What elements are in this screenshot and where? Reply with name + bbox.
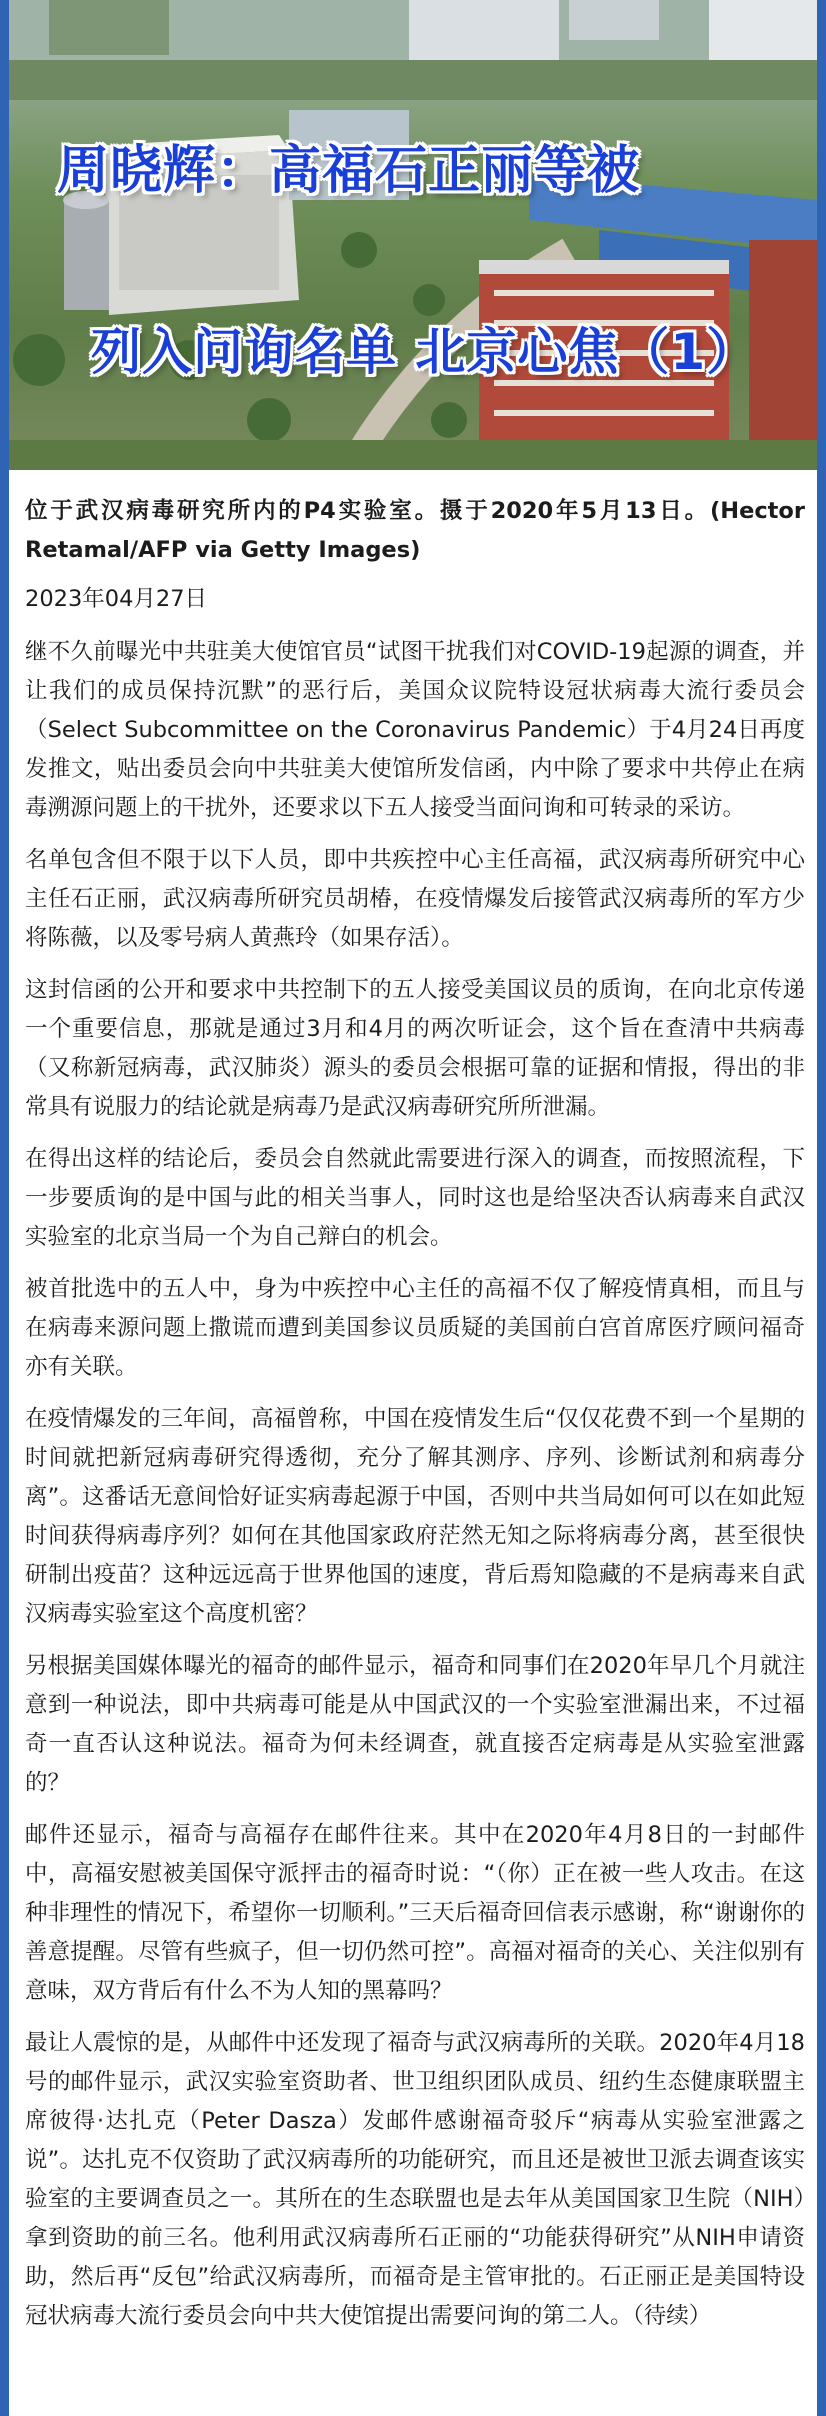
hero-title-line-1: 周晓辉：高福石正丽等被 bbox=[57, 141, 641, 201]
article-paragraph: 邮件还显示，福奇与高福存在邮件往来。其中在2020年4月8日的一封邮件中，高福安慰被美国保守派抨击的福奇时说：“（你）正在被一些人攻击。在这种非理性的情况下，希望你一切顺利。”三天后福奇回信表示感谢，称“谢谢你的善意提醒。尽管有些疯子，但一切仍然可控”。高福对福奇的关心、关注似别有意味，双方背后有什么不为人知的黑幕吗？ bbox=[25, 1822, 805, 2004]
article-paragraph: 另根据美国媒体曝光的福奇的邮件显示，福奇和同事们在2020年早几个月就注意到一种说法，即中共病毒可能是从中国武汉的一个实验室泄漏出来，不过福奇一直否认这种说法。福奇为何未经调查，就直接否定病毒是从实验室泄露的？ bbox=[25, 1653, 805, 1796]
publish-date: 2023年04月27日 bbox=[25, 586, 208, 612]
article-paragraph: 继不久前曝光中共驻美大使馆官员“试图干扰我们对COVID-19起源的调查，并让我们的成员保持沉默”的恶行后，美国众议院特设冠状病毒大流行委员会（Select Subcommittee on the Coronavirus Pandemic）于4月24日再度发推文，贴出委员会向中共驻美大使馆所发信函，内中除了要求中共停止在病毒溯源问题上的干扰外，还要求以下五人接受当面问询和可转录的采访。 bbox=[25, 639, 805, 821]
article-paragraph: 在得出这样的结论后，委员会自然就此需要进行深入的调查，而按照流程，下一步要质询的是中国与此的相关当事人，同时这也是给坚决否认病毒来自武汉实验室的北京当局一个为自己辩白的机会。 bbox=[25, 1146, 805, 1250]
article-paragraph: 最让人震惊的是，从邮件中还发现了福奇与武汉病毒所的关联。2020年4月18号的邮件显示，武汉实验室资助者、世卫组织团队成员、纽约生态健康联盟主席彼得·达扎克（Peter Dasza）发邮件感谢福奇驳斥“病毒从实验室泄露之说”。达扎克不仅资助了武汉病毒所的功能研究，而且还是被世卫派去调查该实验室的主要调查员之一。其所在的生态联盟也是去年从美国国家卫生院（NIH）拿到资助的前三名。他利用武汉病毒所石正丽的“功能获得研究”从NIH申请资助，然后再“反包”给武汉病毒所，而福奇是主管审批的。石正丽正是美国特设冠状病毒大流行委员会向中共大使馆提出需要问询的第二人。（待续） bbox=[25, 2030, 805, 2329]
article-paragraph: 在疫情爆发的三年间，高福曾称，中国在疫情发生后“仅仅花费不到一个星期的时间就把新冠病毒研究得透彻，充分了解其测序、序列、诊断试剂和病毒分离”。这番话无意间恰好证实病毒起源于中国，否则中共当局如何可以在如此短时间获得病毒序列？如何在其他国家政府茫然无知之际将病毒分离，甚至很快研制出疫苗？这种远远高于世界他国的速度，背后焉知隐藏的不是病毒来自武汉病毒实验室这个高度机密？ bbox=[25, 1406, 805, 1627]
photo-caption: 位于武汉病毒研究所内的P4实验室。摄于2020年5月13日。(Hector Retamal/AFP via Getty Images) bbox=[25, 498, 805, 563]
article-paragraph: 名单包含但不限于以下人员，即中共疾控中心主任高福，武汉病毒所研究中心主任石正丽，武汉病毒所研究员胡椿，在疫情爆发后接管武汉病毒所的军方少将陈薇，以及零号病人黄燕玲（如果存活）。 bbox=[25, 847, 805, 951]
hero-image bbox=[9, 0, 817, 470]
lab-photo-illustration bbox=[9, 0, 817, 470]
article-container bbox=[9, 0, 817, 2416]
hero-title-line-2: 列入问询名单 北京心焦（1） bbox=[91, 323, 758, 381]
article-paragraph: 这封信函的公开和要求中共控制下的五人接受美国议员的质询，在向北京传递一个重要信息，那就是通过3月和4月的两次听证会，这个旨在查清中共病毒（又称新冠病毒，武汉肺炎）源头的委员会根据可靠的证据和情报，得出的非常具有说服力的结论就是病毒乃是武汉病毒研究所所泄漏。 bbox=[25, 977, 805, 1120]
article-body bbox=[25, 492, 805, 2349]
article-paragraph: 被首批选中的五人中，身为中疾控中心主任的高福不仅了解疫情真相，而且与在病毒来源问题上撒谎而遭到美国参议员质疑的美国前白宫首席医疗顾问福奇亦有关联。 bbox=[25, 1276, 805, 1380]
